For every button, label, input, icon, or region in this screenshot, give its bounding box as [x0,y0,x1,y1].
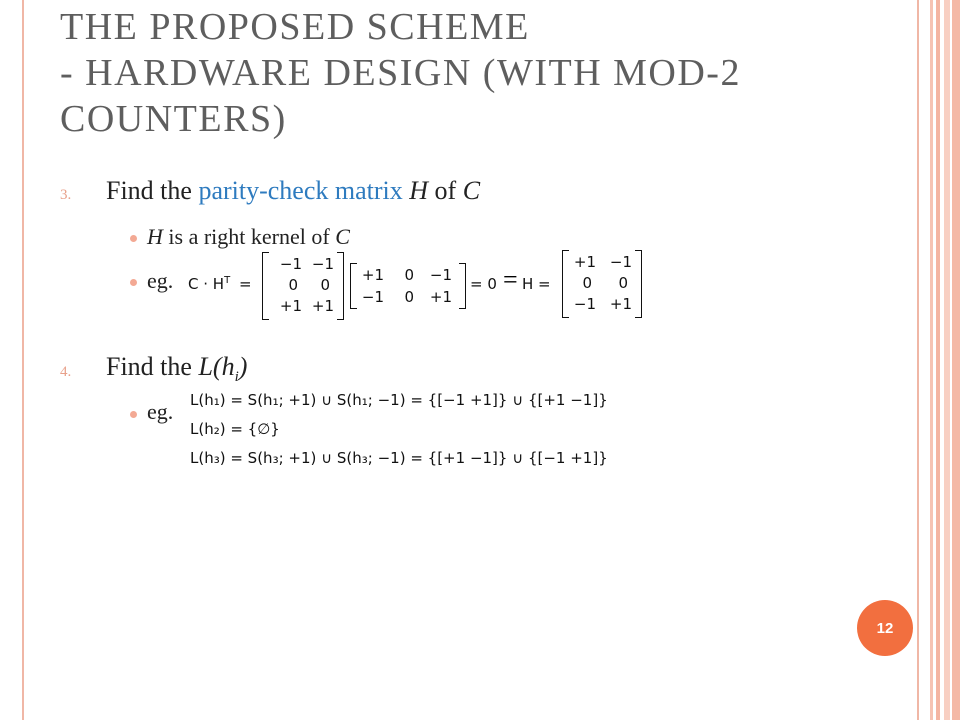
parity-check-link: parity-check matrix [198,176,403,205]
L-close: ) [238,352,248,381]
step-3-text: Find the [106,176,199,205]
matrix-1 [262,252,344,320]
implies-sign: = [503,265,518,294]
var-C: C [335,224,350,249]
frame-right-line [917,0,919,720]
decor-stripe [930,0,933,720]
m3-cell: 0 [618,274,628,292]
m2-cell: 0 [404,266,414,284]
L-open: L(h [198,352,235,381]
m3-cell: −1 [573,295,596,313]
m1-cell: +1 [279,297,302,315]
step-3-number: 3. [60,187,72,203]
step-4-number: 4. [60,364,72,380]
m1-cell: 0 [320,276,330,294]
m3-cell: 0 [582,274,592,292]
lhs-text: C · H [188,275,225,293]
step-3-bullet-1 [147,224,350,250]
m3-cell: +1 [573,253,596,271]
m1-cell: +1 [311,297,334,315]
matrix-2 [350,263,466,309]
L-h1-equation: L(h₁) = S(h₁; +1) ∪ S(h₁; −1) = {[−1 +1]} ∪ {[+1 −1]} [190,391,608,409]
step-3-heading [106,176,480,206]
title-line-3: COUNTERS) [60,98,287,140]
bullet-dot [130,279,137,286]
equals-zero: = 0 [470,275,497,293]
page-number-badge: 12 [857,600,913,656]
decor-stripe [936,0,940,720]
L-function [198,352,248,386]
bullet-dot [130,235,137,242]
step-3-eg-label: eg. [147,268,174,293]
m2-cell: +1 [429,288,452,306]
var-C: C [462,176,481,205]
m3-cell: +1 [609,295,632,313]
m2-cell: −1 [361,288,384,306]
matrix-H [562,250,642,318]
transpose-sup: T [224,275,231,286]
step-4-text: Find the [106,352,199,381]
H-equals: H = [522,275,551,293]
slide-title [60,4,900,142]
equals-sign: = [238,275,252,293]
L-h2-equation: L(h₂) = {∅} [190,420,280,438]
step-4-heading [106,352,247,386]
m1-cell: 0 [288,276,298,294]
sub-i: i [234,369,239,386]
title-line-2: - HARDWARE DESIGN (WITH MOD-2 [60,52,741,94]
decor-stripe [944,0,950,720]
equation-lhs [188,275,252,293]
title-line-1: THE PROPOSED SCHEME [60,6,530,48]
m2-cell: −1 [429,266,452,284]
step-4-eg-label: eg. [147,399,174,424]
var-H: H [147,224,163,249]
m1-cell: −1 [279,255,302,273]
m2-cell: 0 [404,288,414,306]
kernel-text: is a right kernel of [162,224,336,249]
frame-left-line [22,0,24,720]
step-3-of: of [428,176,463,205]
decor-stripe [952,0,960,720]
m3-cell: −1 [609,253,632,271]
bullet-dot [130,411,137,418]
L-h3-equation: L(h₃) = S(h₃; +1) ∪ S(h₃; −1) = {[+1 −1]} ∪ {[−1 +1]} [190,449,608,467]
var-H: H [409,176,429,205]
m1-cell: −1 [311,255,334,273]
m2-cell: +1 [361,266,384,284]
